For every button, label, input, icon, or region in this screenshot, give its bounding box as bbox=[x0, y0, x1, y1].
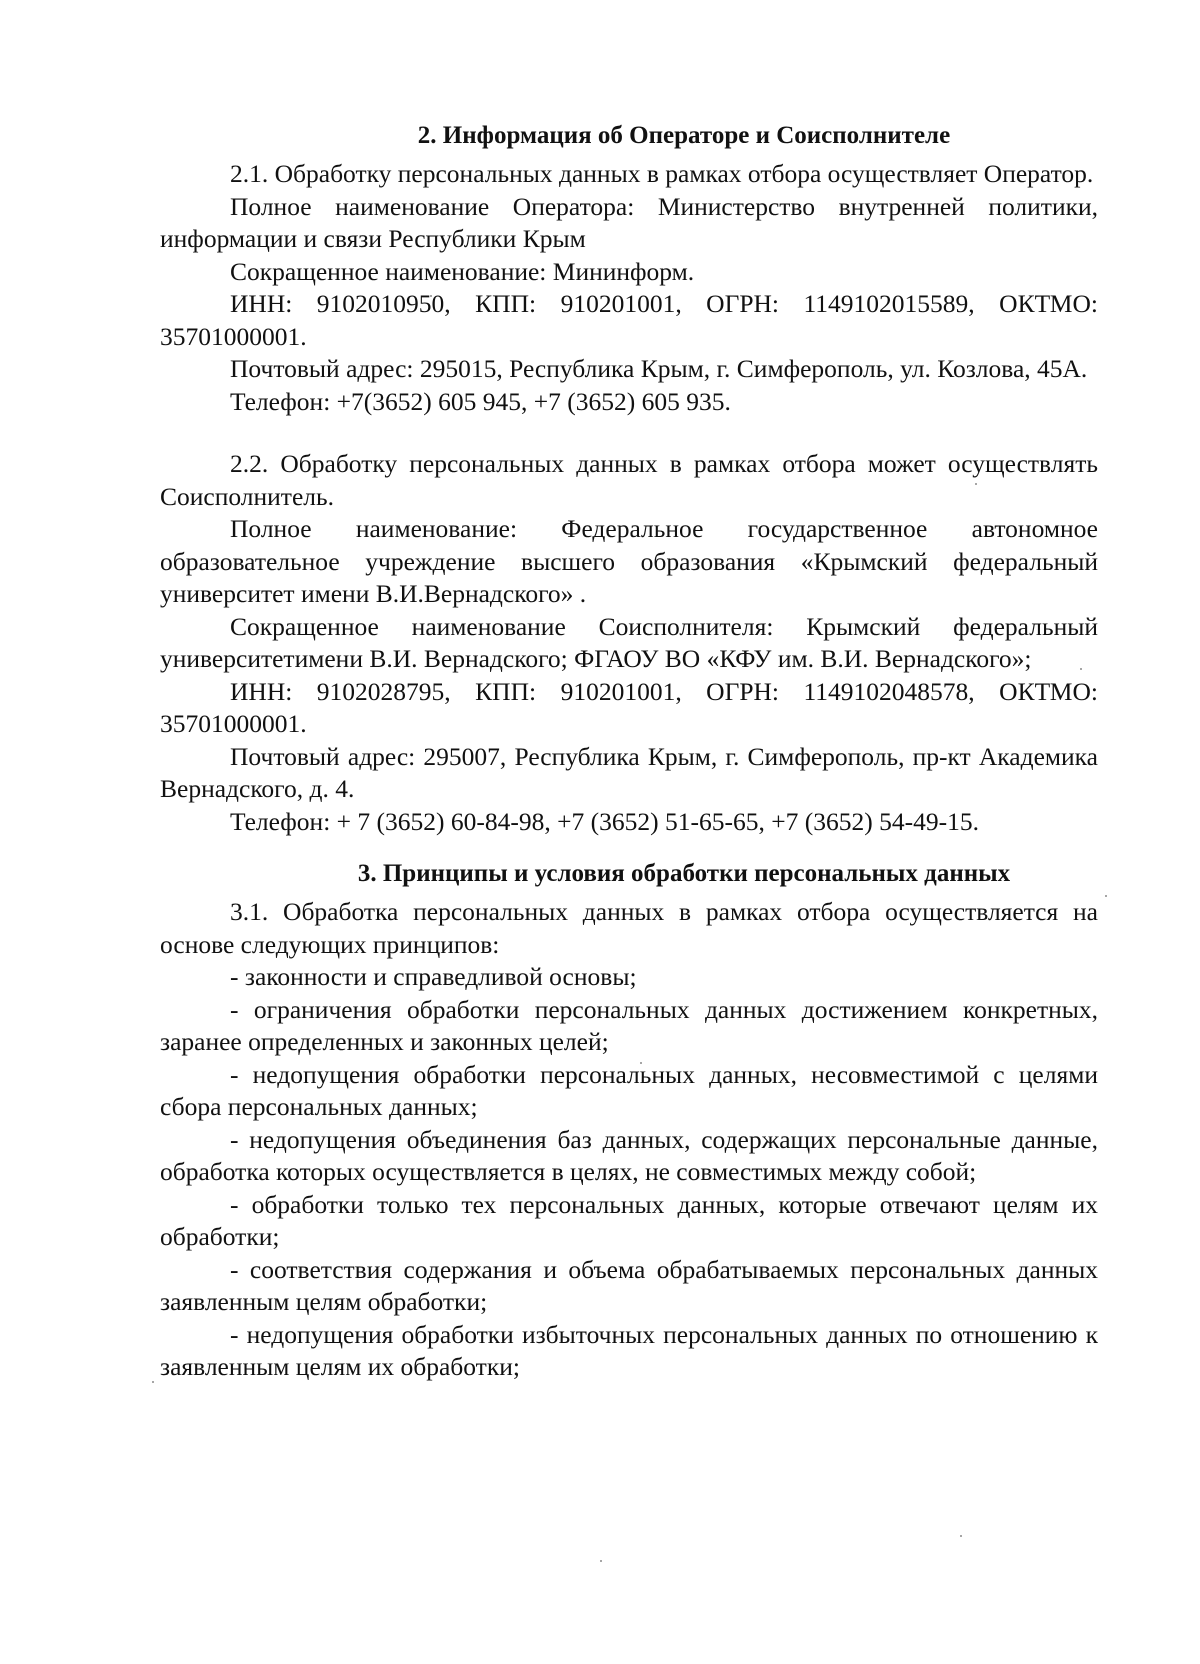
scan-speck bbox=[960, 1535, 962, 1537]
principle-item: - обработки только тех персональных данных, которые отвечают целям их обработки; bbox=[160, 1189, 1098, 1251]
operator-identifiers: ИНН: 9102010950, КПП: 910201001, ОГРН: 1149102015589, ОКТМО: 35701000001. bbox=[160, 289, 1098, 351]
coexecutor-identifiers: ИНН: 9102028795, КПП: 910201001, ОГРН: 1149102048578, ОКТМО: 35701000001. bbox=[160, 676, 1098, 738]
coexecutor-postal-address: Почтовый адрес: 295007, Республика Крым, г. Симферополь, пр-кт Академика Вернадского, д. 4. bbox=[160, 741, 1098, 803]
scan-speck bbox=[152, 1381, 154, 1383]
spacer bbox=[160, 418, 1098, 448]
paragraph-3-1: 3.1. Обработка персональных данных в рамках отбора осуществляется на основе следующих принципов: bbox=[160, 897, 1098, 959]
principle-item: - ограничения обработки персональных данных достижением конкретных, заранее определенных и законных целей; bbox=[160, 994, 1098, 1056]
paragraph-2-2: 2.2. Обработку персональных данных в рамках отбора может осуществлять Соисполнитель. bbox=[160, 449, 1098, 511]
principle-item: - недопущения объединения баз данных, содержащих персональные данные, обработка которых осуществляется в целях, не совместимых между собой; bbox=[160, 1124, 1098, 1186]
scan-speck bbox=[600, 1560, 602, 1562]
document-body bbox=[160, 120, 1098, 1384]
coexecutor-full-name: Полное наименование: Федеральное государственное автономное образовательное учреждение высшего образования «Крымский федеральный университет имени В.И.Вернадского» . bbox=[160, 514, 1098, 608]
spacer bbox=[160, 838, 1098, 858]
operator-postal-address: Почтовый адрес: 295015, Республика Крым, г. Симферополь, ул. Козлова, 45А. bbox=[230, 354, 1088, 383]
operator-full-name: Полное наименование Оператора: Министерство внутренней политики, информации и связи Республики Крым bbox=[160, 191, 1098, 253]
coexecutor-short-name: Сокращенное наименование Соисполнителя: Крымский федеральный университетимени В.И. Вернадского; ФГАОУ ВО «КФУ им. В.И. Вернадского»; bbox=[160, 611, 1098, 673]
section-2-heading: 2. Информация об Операторе и Соисполнителе bbox=[417, 122, 951, 149]
principle-item: - законности и справедливой основы; bbox=[230, 962, 637, 991]
principle-item: - недопущения обработки избыточных персональных данных по отношению к заявленным целям их обработки; bbox=[160, 1319, 1098, 1381]
section-3-heading: 3. Принципы и условия обработки персональных данных bbox=[357, 860, 1011, 887]
operator-phone: Телефон: +7(3652) 605 945, +7 (3652) 605 935. bbox=[230, 386, 731, 416]
principle-item: - недопущения обработки персональных данных, несовместимой с целями сбора персональных данных; bbox=[160, 1059, 1098, 1121]
operator-short-name: Сокращенное наименование: Мининформ. bbox=[230, 256, 695, 286]
coexecutor-phone: Телефон: + 7 (3652) 60-84-98, +7 (3652) 51-65-65, +7 (3652) 54-49-15. bbox=[230, 806, 979, 836]
paragraph-2-1: 2.1. Обработку персональных данных в рамках отбора осуществляет Оператор. bbox=[230, 159, 1094, 188]
principle-item: - соответствия содержания и объема обрабатываемых персональных данных заявленным целям обработки; bbox=[160, 1254, 1098, 1316]
scan-speck bbox=[1105, 895, 1107, 897]
